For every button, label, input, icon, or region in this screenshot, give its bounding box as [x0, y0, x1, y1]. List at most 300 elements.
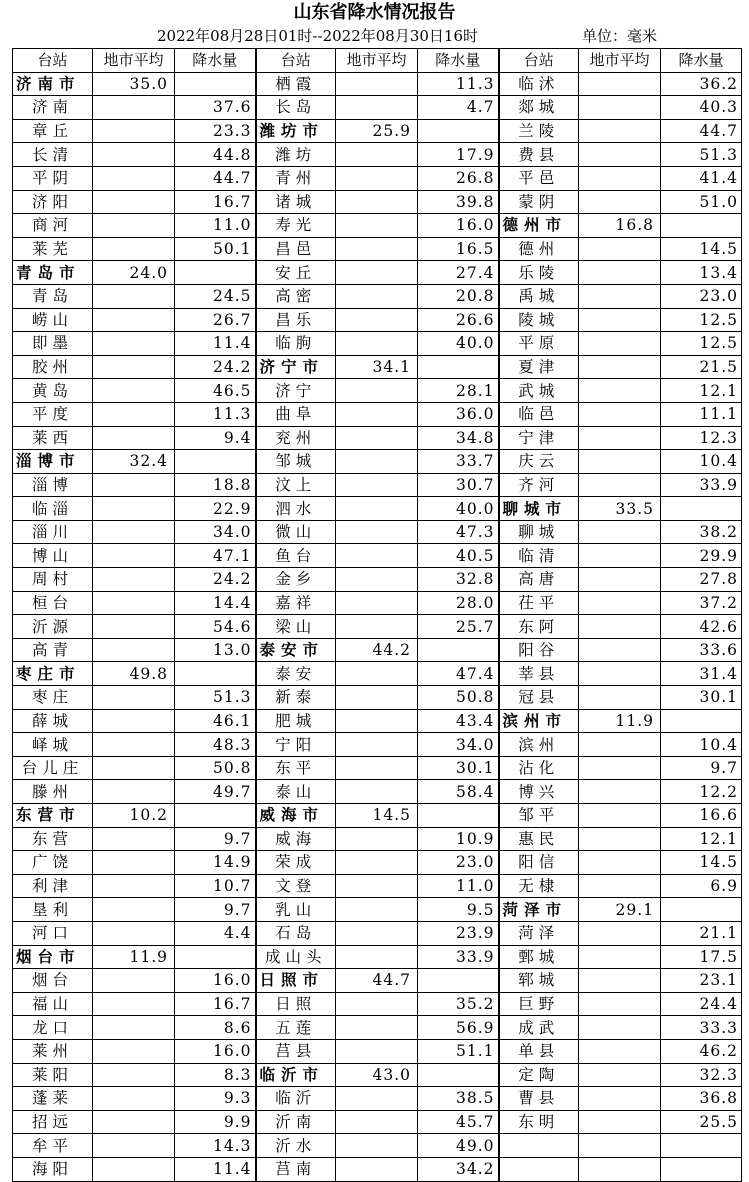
city-average-cell: [336, 945, 418, 969]
station-name-cell: 莒县: [256, 1039, 336, 1063]
rainfall-cell: 23.1: [661, 969, 742, 993]
header-station: 台站: [499, 49, 579, 73]
rainfall-cell: 18.8: [175, 473, 256, 497]
table-row: [13, 237, 742, 261]
city-average-cell: [336, 214, 418, 238]
city-average-cell: [336, 261, 418, 285]
rainfall-cell: 43.4: [418, 709, 499, 733]
station-name-cell: 武城: [499, 379, 579, 403]
city-average-cell: [579, 804, 661, 828]
city-average-cell: [579, 992, 661, 1016]
rainfall-cell: 12.5: [661, 308, 742, 332]
station-name-cell: 泰安: [256, 662, 336, 686]
table-row: [13, 332, 742, 356]
station-name-cell: 巨野: [499, 992, 579, 1016]
rainfall-cell: 16.0: [175, 1039, 256, 1063]
city-average-cell: 24.0: [93, 261, 175, 285]
rainfall-cell: 49.0: [418, 1134, 499, 1158]
station-name-cell: 高唐: [499, 568, 579, 592]
rainfall-cell: 20.8: [418, 284, 499, 308]
city-average-cell: 44.2: [336, 638, 418, 662]
table-row: [13, 969, 742, 993]
rainfall-cell: 12.5: [661, 332, 742, 356]
table-row: [13, 686, 742, 710]
city-average-cell: [579, 450, 661, 474]
station-name-cell: 长岛: [256, 96, 336, 120]
rainfall-cell: 16.6: [661, 804, 742, 828]
rainfall-cell: 41.4: [661, 166, 742, 190]
city-average-cell: [579, 638, 661, 662]
rainfall-cell: 9.9: [175, 1110, 256, 1134]
rainfall-cell: [418, 1063, 499, 1087]
city-average-cell: [93, 733, 175, 757]
table-row: [13, 379, 742, 403]
header-city-average: 地市平均: [579, 49, 661, 73]
station-name-cell: 博兴: [499, 780, 579, 804]
station-name-cell: 东营: [13, 827, 93, 851]
city-name-cell: 烟台市: [13, 945, 93, 969]
city-average-cell: [336, 143, 418, 167]
station-name-cell: 昌邑: [256, 237, 336, 261]
station-name-cell: 栖霞: [256, 72, 336, 96]
station-name-cell: 沂水: [256, 1134, 336, 1158]
station-name-cell: 蒙阴: [499, 190, 579, 214]
city-average-cell: [579, 1157, 661, 1181]
station-name-cell: 禹城: [499, 284, 579, 308]
header-rainfall: 降水量: [418, 49, 499, 73]
table-row: [13, 520, 742, 544]
table-row: [13, 874, 742, 898]
rainfall-cell: 11.3: [418, 72, 499, 96]
city-name-cell: 聊城市: [499, 497, 579, 521]
city-average-cell: [579, 1039, 661, 1063]
rainfall-cell: 11.4: [175, 332, 256, 356]
rainfall-cell: 14.5: [661, 237, 742, 261]
rainfall-cell: 8.6: [175, 1016, 256, 1040]
table-row: [13, 119, 742, 143]
city-average-cell: [336, 237, 418, 261]
rainfall-cell: 10.7: [175, 874, 256, 898]
city-average-cell: [579, 1087, 661, 1111]
city-name-cell: 青岛市: [13, 261, 93, 285]
station-name-cell: 宁阳: [256, 733, 336, 757]
rainfall-cell: 51.1: [418, 1039, 499, 1063]
rainfall-cell: 37.2: [661, 591, 742, 615]
table-row: [13, 1016, 742, 1040]
station-name-cell: 庆云: [499, 450, 579, 474]
city-average-cell: [93, 190, 175, 214]
rainfall-cell: 14.9: [175, 851, 256, 875]
city-average-cell: [336, 827, 418, 851]
city-average-cell: [93, 214, 175, 238]
rainfall-cell: 56.9: [418, 1016, 499, 1040]
city-average-cell: [579, 96, 661, 120]
city-average-cell: [93, 544, 175, 568]
table-row: [13, 72, 742, 96]
rainfall-cell: 6.9: [661, 874, 742, 898]
city-average-cell: [336, 520, 418, 544]
rainfall-cell: 45.7: [418, 1110, 499, 1134]
station-name-cell: 荣成: [256, 851, 336, 875]
city-average-cell: 33.5: [579, 497, 661, 521]
rainfall-cell: 9.7: [661, 756, 742, 780]
rainfall-cell: 4.7: [418, 96, 499, 120]
city-average-cell: [93, 827, 175, 851]
table-row: [13, 190, 742, 214]
station-name-cell: 阳信: [499, 851, 579, 875]
city-average-cell: [579, 945, 661, 969]
rainfall-cell: 46.2: [661, 1039, 742, 1063]
city-name-cell: 菏泽市: [499, 898, 579, 922]
rainfall-cell: 28.0: [418, 591, 499, 615]
rainfall-cell: 25.5: [661, 1110, 742, 1134]
rainfall-cell: 44.8: [175, 143, 256, 167]
city-average-cell: [336, 921, 418, 945]
table-row: [13, 402, 742, 426]
city-average-cell: [93, 473, 175, 497]
city-average-cell: [336, 568, 418, 592]
rainfall-cell: 11.1: [661, 402, 742, 426]
station-name-cell: 成山头: [256, 945, 336, 969]
city-average-cell: [336, 756, 418, 780]
station-name-cell: 汶上: [256, 473, 336, 497]
city-average-cell: [336, 709, 418, 733]
table-row: [13, 1039, 742, 1063]
rainfall-cell: [175, 804, 256, 828]
city-name-cell: 淄博市: [13, 450, 93, 474]
rainfall-cell: [418, 638, 499, 662]
station-name-cell: 济南: [13, 96, 93, 120]
rainfall-cell: 26.8: [418, 166, 499, 190]
rainfall-cell: 12.3: [661, 426, 742, 450]
station-name-cell: 微山: [256, 520, 336, 544]
station-name-cell: 黄岛: [13, 379, 93, 403]
table-row: [13, 96, 742, 120]
table-row: [13, 355, 742, 379]
station-name-cell: 新泰: [256, 686, 336, 710]
city-average-cell: [93, 709, 175, 733]
city-average-cell: [336, 898, 418, 922]
city-average-cell: [336, 379, 418, 403]
station-name-cell: 莱芜: [13, 237, 93, 261]
rainfall-cell: 30.1: [661, 686, 742, 710]
station-name-cell: 垦利: [13, 898, 93, 922]
table-row: [13, 284, 742, 308]
rainfall-cell: [175, 450, 256, 474]
header-city-average: 地市平均: [336, 49, 418, 73]
rainfall-cell: 32.8: [418, 568, 499, 592]
rainfall-cell: 16.7: [175, 992, 256, 1016]
city-average-cell: [579, 1134, 661, 1158]
city-average-cell: [93, 992, 175, 1016]
city-average-cell: [336, 544, 418, 568]
rainfall-cell: [418, 119, 499, 143]
rainfall-cell: 11.4: [175, 1157, 256, 1181]
city-average-cell: [579, 615, 661, 639]
header-row: [13, 49, 742, 73]
station-name-cell: 威海: [256, 827, 336, 851]
rainfall-cell: 16.5: [418, 237, 499, 261]
rainfall-cell: 9.7: [175, 827, 256, 851]
city-average-cell: [336, 96, 418, 120]
city-average-cell: [579, 355, 661, 379]
station-name-cell: 石岛: [256, 921, 336, 945]
rainfall-cell: [661, 497, 742, 521]
station-name-cell: 滕州: [13, 780, 93, 804]
city-average-cell: [93, 402, 175, 426]
city-average-cell: [336, 402, 418, 426]
table-row: [13, 827, 742, 851]
station-name-cell: 周村: [13, 568, 93, 592]
city-average-cell: [336, 1134, 418, 1158]
rainfall-cell: 54.6: [175, 615, 256, 639]
rainfall-cell: [661, 1134, 742, 1158]
rainfall-cell: 35.2: [418, 992, 499, 1016]
city-average-cell: [336, 780, 418, 804]
city-name-cell: 临沂市: [256, 1063, 336, 1087]
header-rainfall: 降水量: [661, 49, 742, 73]
rainfall-cell: 14.5: [661, 851, 742, 875]
rainfall-cell: 47.3: [418, 520, 499, 544]
table-row: [13, 804, 742, 828]
station-name-cell: 海阳: [13, 1157, 93, 1181]
station-name-cell: 莱阳: [13, 1063, 93, 1087]
rainfall-cell: 44.7: [661, 119, 742, 143]
city-average-cell: [93, 1134, 175, 1158]
table-row: [13, 756, 742, 780]
city-average-cell: [579, 780, 661, 804]
rainfall-cell: 33.9: [661, 473, 742, 497]
table-row: [13, 780, 742, 804]
rainfall-cell: 50.8: [175, 756, 256, 780]
rainfall-cell: 29.9: [661, 544, 742, 568]
station-name-cell: 临朐: [256, 332, 336, 356]
city-average-cell: [336, 1016, 418, 1040]
station-name-cell: 博山: [13, 544, 93, 568]
rainfall-cell: 10.9: [418, 827, 499, 851]
city-average-cell: [93, 119, 175, 143]
city-average-cell: [336, 662, 418, 686]
city-average-cell: [579, 756, 661, 780]
city-average-cell: [579, 591, 661, 615]
city-average-cell: [93, 1087, 175, 1111]
station-name-cell: 招远: [13, 1110, 93, 1134]
table-row: [13, 214, 742, 238]
rainfall-cell: 31.4: [661, 662, 742, 686]
station-name-cell: 滨州: [499, 733, 579, 757]
station-name-cell: 陵城: [499, 308, 579, 332]
city-name-cell: 德州市: [499, 214, 579, 238]
city-average-cell: [579, 969, 661, 993]
rainfall-cell: 9.5: [418, 898, 499, 922]
time-range: 2022年08月28日01时--2022年08月30日16时: [157, 27, 479, 45]
city-name-cell: 济南市: [13, 72, 93, 96]
rainfall-cell: 40.0: [418, 497, 499, 521]
station-name-cell: 五莲: [256, 1016, 336, 1040]
station-name-cell: 沂源: [13, 615, 93, 639]
station-name-cell: 济阳: [13, 190, 93, 214]
city-average-cell: [336, 686, 418, 710]
station-name-cell: 桓台: [13, 591, 93, 615]
header-station: 台站: [13, 49, 93, 73]
station-name-cell: 平邑: [499, 166, 579, 190]
rainfall-cell: 23.9: [418, 921, 499, 945]
station-name-cell: 潍坊: [256, 143, 336, 167]
rainfall-cell: 46.1: [175, 709, 256, 733]
city-average-cell: [93, 520, 175, 544]
city-average-cell: [93, 166, 175, 190]
rainfall-cell: 23.3: [175, 119, 256, 143]
city-average-cell: [93, 615, 175, 639]
city-average-cell: [579, 190, 661, 214]
city-average-cell: [336, 1110, 418, 1134]
station-name-cell: 定陶: [499, 1063, 579, 1087]
station-name-cell: 寿光: [256, 214, 336, 238]
rainfall-cell: [175, 261, 256, 285]
station-name-cell: 沾化: [499, 756, 579, 780]
station-name-cell: 曹县: [499, 1087, 579, 1111]
station-name-cell: 东阿: [499, 615, 579, 639]
city-name-cell: 滨州市: [499, 709, 579, 733]
rainfall-cell: 47.1: [175, 544, 256, 568]
city-average-cell: [336, 1087, 418, 1111]
city-average-cell: 25.9: [336, 119, 418, 143]
rainfall-cell: 34.0: [418, 733, 499, 757]
table-row: [13, 709, 742, 733]
station-name-cell: 莘县: [499, 662, 579, 686]
city-average-cell: [336, 874, 418, 898]
table-row: [13, 473, 742, 497]
rainfall-cell: 17.9: [418, 143, 499, 167]
rainfall-cell: 40.3: [661, 96, 742, 120]
station-name-cell: 临淄: [13, 497, 93, 521]
rainfall-cell: 11.3: [175, 402, 256, 426]
city-average-cell: [579, 119, 661, 143]
city-average-cell: [93, 96, 175, 120]
station-name-cell: 菏泽: [499, 921, 579, 945]
station-name-cell: 蓬莱: [13, 1087, 93, 1111]
station-name-cell: 莱西: [13, 426, 93, 450]
table-row: [13, 261, 742, 285]
city-average-cell: [93, 379, 175, 403]
station-name-cell: 聊城: [499, 520, 579, 544]
city-average-cell: [579, 851, 661, 875]
rainfall-cell: 33.9: [418, 945, 499, 969]
station-name-cell: 临邑: [499, 402, 579, 426]
rainfall-cell: 38.2: [661, 520, 742, 544]
station-name-cell: 邹城: [256, 450, 336, 474]
city-average-cell: [336, 284, 418, 308]
station-name-cell: 台儿庄: [13, 756, 93, 780]
rainfall-cell: 58.4: [418, 780, 499, 804]
city-average-cell: [579, 827, 661, 851]
station-name-cell: 牟平: [13, 1134, 93, 1158]
city-average-cell: [93, 1110, 175, 1134]
city-average-cell: [336, 166, 418, 190]
rainfall-cell: 36.0: [418, 402, 499, 426]
city-name-cell: 泰安市: [256, 638, 336, 662]
city-average-cell: [336, 72, 418, 96]
rainfall-cell: [661, 709, 742, 733]
rainfall-cell: 11.0: [175, 214, 256, 238]
rainfall-cell: 14.3: [175, 1134, 256, 1158]
rainfall-cell: 36.8: [661, 1087, 742, 1111]
city-average-cell: [93, 1157, 175, 1181]
city-average-cell: 11.9: [93, 945, 175, 969]
rainfall-cell: 36.2: [661, 72, 742, 96]
rainfall-cell: 23.0: [661, 284, 742, 308]
station-name-cell: 泗水: [256, 497, 336, 521]
table-row: [13, 638, 742, 662]
station-name-cell: 龙口: [13, 1016, 93, 1040]
rainfall-cell: 44.7: [175, 166, 256, 190]
city-average-cell: 10.2: [93, 804, 175, 828]
table-row: [13, 733, 742, 757]
rainfall-cell: 17.5: [661, 945, 742, 969]
rainfall-cell: 16.7: [175, 190, 256, 214]
header-station: 台站: [256, 49, 336, 73]
city-average-cell: [579, 379, 661, 403]
city-average-cell: [93, 1039, 175, 1063]
city-name-cell: 日照市: [256, 969, 336, 993]
station-name-cell: 邹平: [499, 804, 579, 828]
rainfall-cell: [661, 214, 742, 238]
rainfall-cell: [661, 1157, 742, 1181]
city-average-cell: [579, 72, 661, 96]
station-name-cell: 烟台: [13, 969, 93, 993]
station-name-cell: 文登: [256, 874, 336, 898]
city-average-cell: [579, 568, 661, 592]
rainfall-cell: 24.4: [661, 992, 742, 1016]
rainfall-cell: 26.6: [418, 308, 499, 332]
rainfall-cell: 24.2: [175, 568, 256, 592]
station-name-cell: 夏津: [499, 355, 579, 379]
table-row: [13, 662, 742, 686]
rainfall-cell: 51.3: [175, 686, 256, 710]
rainfall-cell: 24.5: [175, 284, 256, 308]
station-name-cell: 鱼台: [256, 544, 336, 568]
city-average-cell: 34.1: [336, 355, 418, 379]
rainfall-cell: 14.4: [175, 591, 256, 615]
table-row: [13, 544, 742, 568]
station-name-cell: 河口: [13, 921, 93, 945]
report-subtitle: [12, 25, 749, 47]
city-average-cell: [336, 591, 418, 615]
station-name-cell: 沂南: [256, 1110, 336, 1134]
rainfall-cell: [418, 969, 499, 993]
city-average-cell: [579, 473, 661, 497]
rainfall-cell: 9.4: [175, 426, 256, 450]
station-name-cell: 阳谷: [499, 638, 579, 662]
station-name-cell: 德州: [499, 237, 579, 261]
rainfall-table: [12, 48, 742, 1182]
rainfall-cell: [175, 945, 256, 969]
station-name-cell: 章丘: [13, 119, 93, 143]
station-name-cell: 高青: [13, 638, 93, 662]
city-average-cell: [93, 638, 175, 662]
rainfall-cell: 40.0: [418, 332, 499, 356]
station-name-cell: 青岛: [13, 284, 93, 308]
city-average-cell: [93, 568, 175, 592]
station-name-cell: 成武: [499, 1016, 579, 1040]
table-row: [13, 1157, 742, 1181]
station-name-cell: 青州: [256, 166, 336, 190]
rainfall-cell: 42.6: [661, 615, 742, 639]
city-average-cell: 44.7: [336, 969, 418, 993]
city-average-cell: [93, 143, 175, 167]
city-average-cell: [93, 237, 175, 261]
rainfall-cell: 16.0: [418, 214, 499, 238]
